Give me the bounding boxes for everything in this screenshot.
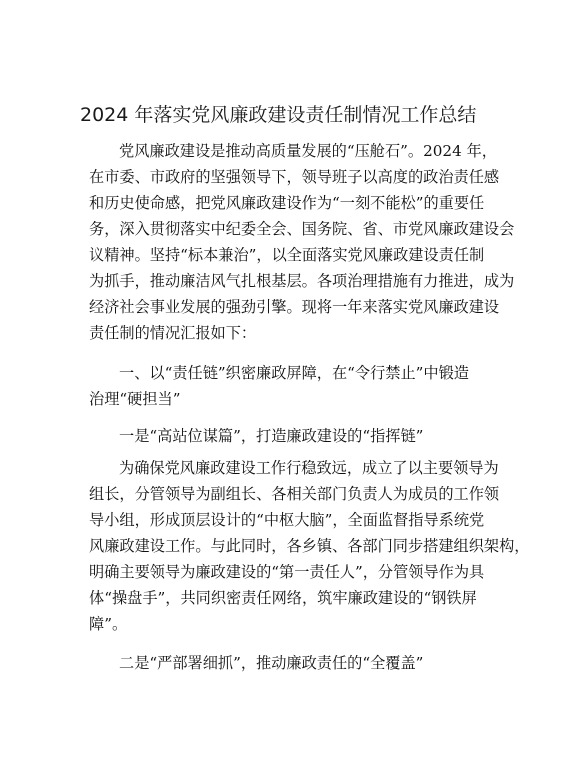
paragraph-line: 在市委、市政府的坚强领导下，领导班子以高度的政治责任感 [89, 168, 500, 186]
heading-line: 二是“严部署细抓”，推动廉政责任的“全覆盖” [119, 654, 424, 672]
paragraph-line: 障”。 [89, 615, 128, 633]
heading-line: 一是“高站位谋篇”，打造廉政建设的“指挥链” [119, 427, 424, 445]
heading-line: 一、以“责任链”织密廉政屏障，在“令行禁止”中锻造 [119, 364, 469, 382]
paragraph-line: 风廉政建设工作。与此同时，各乡镇、各部门同步搭建组织架构， [89, 537, 530, 555]
paragraph-line: 经济社会事业发展的强劲引擎。现将一年来落实党风廉政建设 [89, 298, 500, 316]
document-title: 2024 年落实党风廉政建设责任制情况工作总结 [80, 104, 477, 126]
paragraph-line: 明确主要领导为廉政建设的“第一责任人”，分管领导作为具 [89, 563, 485, 581]
intro-paragraph [89, 138, 515, 346]
subsection-heading-2 [89, 650, 501, 676]
paragraph-line: 务，深入贯彻落实中纪委全会、国务院、省、市党风廉政建设会 [89, 220, 515, 238]
paragraph-line: 组长，分管领导为副组长、各相关部门负责人为成员的工作领 [89, 485, 500, 503]
heading-line: 治理“硬担当” [89, 390, 181, 408]
section-heading-1 [89, 360, 501, 412]
paragraph-line: 导小组，形成顶层设计的“中枢大脑”，全面监督指导系统党 [89, 511, 485, 529]
paragraph-line: 责任制的情况汇报如下： [89, 324, 257, 342]
paragraph-line: 和历史使命感，把党风廉政建设作为“一刻不能松”的重要任 [89, 194, 485, 212]
paragraph-line: 党风廉政建设是推动高质量发展的“压舱石”。2024 年， [119, 142, 497, 160]
paragraph-line: 为确保党风廉政建设工作行稳致远，成立了以主要领导为 [119, 459, 499, 477]
paragraph-line: 为抓手，推动廉洁风气扎根基层。各项治理措施有力推进，成为 [89, 272, 515, 290]
body-paragraph-2 [89, 455, 530, 637]
subsection-heading-1 [89, 423, 501, 449]
paragraph-line: 体“操盘手”，共同织密责任网络，筑牢廉政建设的“钢铁屏 [89, 589, 477, 607]
paragraph-line: 议精神。坚持“标本兼治”，以全面落实党风廉政建设责任制 [89, 246, 485, 264]
